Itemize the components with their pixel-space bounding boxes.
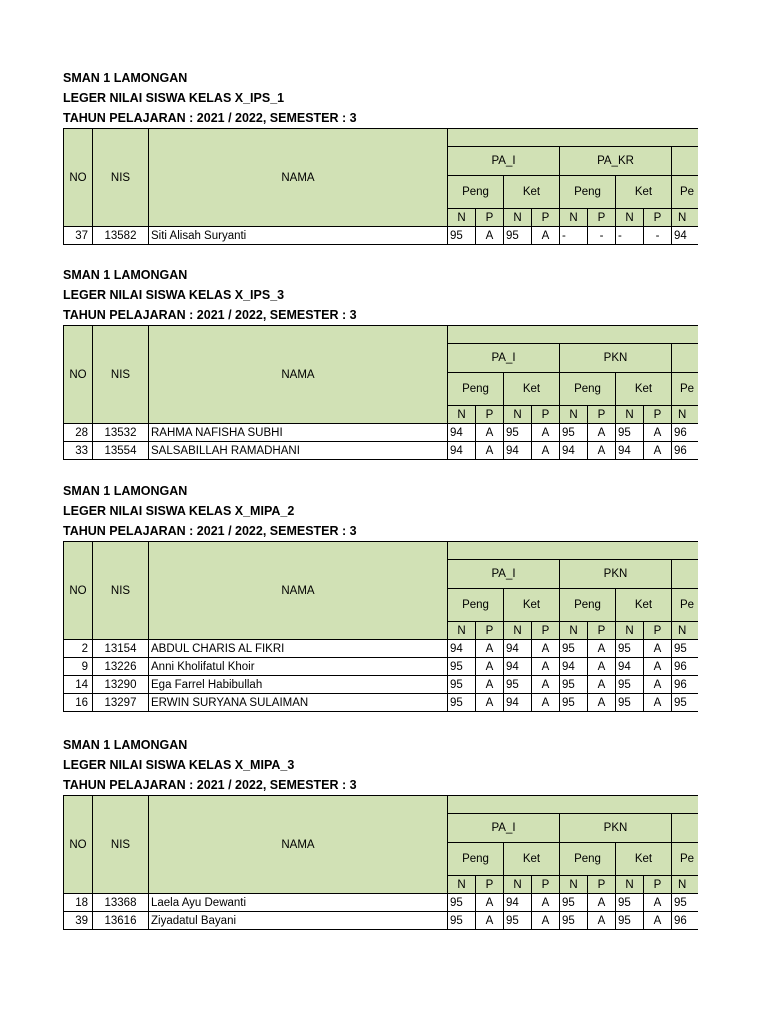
cell-score: 94: [616, 442, 644, 460]
cell-score: 95: [504, 912, 532, 930]
n-header: N: [504, 876, 532, 894]
cell-score: 95: [448, 694, 476, 712]
cell-nis: 13616: [93, 912, 149, 930]
cell-score: 94: [448, 442, 476, 460]
cell-score: 94: [448, 424, 476, 442]
cell-nama: Laela Ayu Dewanti: [149, 894, 448, 912]
ket-header: Ket: [616, 589, 672, 622]
cell-score: 94: [504, 640, 532, 658]
academic-year: TAHUN PELAJARAN : 2021 / 2022, SEMESTER : 3: [63, 778, 357, 792]
p-header: P: [532, 209, 560, 227]
cell-score: 95: [672, 694, 698, 712]
school-name: SMAN 1 LAMONGAN: [63, 71, 188, 85]
cell-nama: RAHMA NAFISHA SUBHI: [149, 424, 448, 442]
cell-grade: A: [588, 694, 616, 712]
cell-score: 96: [672, 442, 698, 460]
cell-score: 94: [504, 658, 532, 676]
p-header: P: [476, 622, 504, 640]
n-header: N: [448, 209, 476, 227]
cell-grade: A: [532, 227, 560, 245]
cell-grade: A: [532, 676, 560, 694]
col-header-nis: NIS: [93, 542, 149, 640]
cell-no: 14: [64, 676, 93, 694]
n-header: N: [504, 406, 532, 424]
cell-grade: A: [588, 894, 616, 912]
p-header: P: [644, 406, 672, 424]
n-header: N: [560, 406, 588, 424]
cell-score: 95: [560, 694, 588, 712]
cell-grade: A: [532, 912, 560, 930]
cell-nama: ABDUL CHARIS AL FIKRI: [149, 640, 448, 658]
cell-score: 95: [616, 676, 644, 694]
cell-score: 94: [504, 894, 532, 912]
cell-score: 94: [672, 227, 698, 245]
cell-nama: Anni Kholifatul Khoir: [149, 658, 448, 676]
cell-grade: A: [476, 894, 504, 912]
p-header: P: [588, 876, 616, 894]
cell-grade: -: [588, 227, 616, 245]
peng-header: Peng: [560, 843, 616, 876]
cell-grade: A: [476, 912, 504, 930]
cell-score: 94: [448, 640, 476, 658]
n-header: N: [448, 406, 476, 424]
cell-grade: A: [476, 424, 504, 442]
cell-no: 16: [64, 694, 93, 712]
header-band: [448, 326, 698, 344]
grades-table: [63, 541, 698, 712]
leger-title: LEGER NILAI SISWA KELAS X_MIPA_2: [63, 504, 295, 518]
col-header-nama: NAMA: [149, 542, 448, 640]
p-header: P: [532, 622, 560, 640]
cell-score: 95: [448, 912, 476, 930]
cell-score: 95: [448, 227, 476, 245]
cell-nis: 13368: [93, 894, 149, 912]
subject-header: PA_I: [448, 344, 560, 373]
cell-no: 9: [64, 658, 93, 676]
cell-grade: A: [532, 658, 560, 676]
cell-nis: 13290: [93, 676, 149, 694]
cell-grade: A: [476, 640, 504, 658]
cell-score: 95: [616, 894, 644, 912]
subject-header-cut: [672, 560, 698, 589]
n-header: N: [616, 876, 644, 894]
cell-score: 95: [560, 424, 588, 442]
cell-grade: A: [644, 640, 672, 658]
grades-table: [63, 325, 698, 460]
n-header: N: [616, 622, 644, 640]
cell-score: 95: [672, 640, 698, 658]
cell-grade: A: [476, 442, 504, 460]
table-row: [64, 442, 698, 460]
cell-grade: -: [644, 227, 672, 245]
subject-header: PKN: [560, 560, 672, 589]
table-row: [64, 676, 698, 694]
cell-grade: A: [532, 442, 560, 460]
cell-grade: A: [588, 676, 616, 694]
cell-grade: A: [588, 658, 616, 676]
peng-header: Peng: [448, 176, 504, 209]
cell-score: 96: [672, 676, 698, 694]
cell-score: 94: [616, 658, 644, 676]
cell-score: 94: [560, 442, 588, 460]
ket-header: Ket: [504, 589, 560, 622]
cell-score: 96: [672, 658, 698, 676]
cell-no: 28: [64, 424, 93, 442]
cell-no: 2: [64, 640, 93, 658]
ket-header: Ket: [504, 176, 560, 209]
pe-header-cut: Pe: [672, 843, 698, 876]
cell-nis: 13532: [93, 424, 149, 442]
academic-year: TAHUN PELAJARAN : 2021 / 2022, SEMESTER : 3: [63, 524, 357, 538]
leger-section: [63, 68, 698, 245]
p-header: P: [476, 209, 504, 227]
cell-score: 95: [672, 894, 698, 912]
p-header: P: [644, 876, 672, 894]
header-band: [448, 129, 698, 147]
cell-grade: A: [476, 658, 504, 676]
academic-year: TAHUN PELAJARAN : 2021 / 2022, SEMESTER : 3: [63, 111, 357, 125]
cell-grade: A: [644, 912, 672, 930]
col-header-nama: NAMA: [149, 326, 448, 424]
n-header: N: [672, 209, 698, 227]
table-row: [64, 227, 698, 245]
table-row: [64, 694, 698, 712]
cell-score: 95: [448, 676, 476, 694]
peng-header: Peng: [560, 176, 616, 209]
pe-header-cut: Pe: [672, 373, 698, 406]
cell-grade: A: [588, 442, 616, 460]
cell-score: 94: [560, 658, 588, 676]
subject-header: PKN: [560, 814, 672, 843]
cell-grade: A: [532, 694, 560, 712]
n-header: N: [616, 406, 644, 424]
subject-header-cut: [672, 147, 698, 176]
cell-grade: A: [476, 694, 504, 712]
school-name: SMAN 1 LAMONGAN: [63, 484, 188, 498]
n-header: N: [672, 406, 698, 424]
cell-grade: A: [476, 227, 504, 245]
subject-header: PA_I: [448, 147, 560, 176]
cell-score: 95: [560, 912, 588, 930]
col-header-nis: NIS: [93, 129, 149, 227]
p-header: P: [588, 622, 616, 640]
cell-nis: 13154: [93, 640, 149, 658]
table-row: [64, 912, 698, 930]
cell-nis: 13554: [93, 442, 149, 460]
cell-nama: Siti Alisah Suryanti: [149, 227, 448, 245]
peng-header: Peng: [448, 843, 504, 876]
table-row: [64, 658, 698, 676]
n-header: N: [672, 876, 698, 894]
cell-nis: 13226: [93, 658, 149, 676]
cell-grade: A: [644, 658, 672, 676]
ket-header: Ket: [504, 843, 560, 876]
p-header: P: [476, 876, 504, 894]
subject-header: PA_I: [448, 814, 560, 843]
cell-nama: Ega Farrel Habibullah: [149, 676, 448, 694]
n-header: N: [560, 622, 588, 640]
peng-header: Peng: [448, 373, 504, 406]
cell-score: 95: [448, 894, 476, 912]
n-header: N: [504, 622, 532, 640]
subject-header: PA_KR: [560, 147, 672, 176]
n-header: N: [504, 209, 532, 227]
col-header-no: NO: [64, 129, 93, 227]
cell-grade: A: [532, 640, 560, 658]
p-header: P: [588, 209, 616, 227]
leger-section: [63, 265, 698, 460]
cell-score: 95: [616, 640, 644, 658]
cell-nama: SALSABILLAH RAMADHANI: [149, 442, 448, 460]
col-header-no: NO: [64, 326, 93, 424]
subject-header-cut: [672, 344, 698, 373]
col-header-nama: NAMA: [149, 129, 448, 227]
leger-title: LEGER NILAI SISWA KELAS X_MIPA_3: [63, 758, 295, 772]
cell-score: -: [560, 227, 588, 245]
cell-nama: Ziyadatul Bayani: [149, 912, 448, 930]
cell-grade: A: [644, 424, 672, 442]
p-header: P: [532, 406, 560, 424]
cell-no: 39: [64, 912, 93, 930]
p-header: P: [644, 622, 672, 640]
cell-nama: ERWIN SURYANA SULAIMAN: [149, 694, 448, 712]
academic-year: TAHUN PELAJARAN : 2021 / 2022, SEMESTER : 3: [63, 308, 357, 322]
header-band: [448, 542, 698, 560]
leger-section: [63, 481, 698, 712]
subject-header: PKN: [560, 344, 672, 373]
cell-no: 18: [64, 894, 93, 912]
pe-header-cut: Pe: [672, 589, 698, 622]
n-header: N: [448, 876, 476, 894]
cell-score: 95: [504, 227, 532, 245]
cell-score: 96: [672, 424, 698, 442]
cell-score: 95: [560, 676, 588, 694]
cell-nis: 13582: [93, 227, 149, 245]
n-header: N: [560, 209, 588, 227]
header-band: [448, 796, 698, 814]
n-header: N: [560, 876, 588, 894]
peng-header: Peng: [560, 373, 616, 406]
school-name: SMAN 1 LAMONGAN: [63, 738, 188, 752]
col-header-no: NO: [64, 542, 93, 640]
cell-score: 95: [616, 694, 644, 712]
pe-header-cut: Pe: [672, 176, 698, 209]
cell-no: 33: [64, 442, 93, 460]
p-header: P: [588, 406, 616, 424]
col-header-nis: NIS: [93, 326, 149, 424]
table-row: [64, 640, 698, 658]
subject-header-cut: [672, 814, 698, 843]
cell-grade: A: [644, 442, 672, 460]
cell-grade: A: [644, 694, 672, 712]
subject-header: PA_I: [448, 560, 560, 589]
cell-score: 95: [504, 424, 532, 442]
leger-title: LEGER NILAI SISWA KELAS X_IPS_3: [63, 288, 285, 302]
peng-header: Peng: [448, 589, 504, 622]
cell-score: 94: [504, 442, 532, 460]
cell-nis: 13297: [93, 694, 149, 712]
cell-grade: A: [644, 894, 672, 912]
cell-grade: A: [476, 676, 504, 694]
cell-score: 94: [504, 694, 532, 712]
cell-no: 37: [64, 227, 93, 245]
ket-header: Ket: [504, 373, 560, 406]
cell-score: 95: [560, 894, 588, 912]
cell-score: 96: [672, 912, 698, 930]
cell-grade: A: [644, 676, 672, 694]
p-header: P: [644, 209, 672, 227]
n-header: N: [672, 622, 698, 640]
cell-grade: A: [532, 894, 560, 912]
ket-header: Ket: [616, 176, 672, 209]
grades-table: [63, 128, 698, 245]
cell-score: 95: [616, 912, 644, 930]
cell-grade: A: [532, 424, 560, 442]
p-header: P: [532, 876, 560, 894]
cell-score: -: [616, 227, 644, 245]
school-name: SMAN 1 LAMONGAN: [63, 268, 188, 282]
p-header: P: [476, 406, 504, 424]
leger-section: [63, 735, 698, 930]
n-header: N: [448, 622, 476, 640]
cell-score: 95: [448, 658, 476, 676]
table-row: [64, 894, 698, 912]
peng-header: Peng: [560, 589, 616, 622]
cell-score: 95: [616, 424, 644, 442]
cell-score: 95: [504, 676, 532, 694]
leger-title: LEGER NILAI SISWA KELAS X_IPS_1: [63, 91, 285, 105]
cell-score: 95: [560, 640, 588, 658]
n-header: N: [616, 209, 644, 227]
col-header-nama: NAMA: [149, 796, 448, 894]
table-row: [64, 424, 698, 442]
cell-grade: A: [588, 912, 616, 930]
col-header-no: NO: [64, 796, 93, 894]
col-header-nis: NIS: [93, 796, 149, 894]
grades-table: [63, 795, 698, 930]
ket-header: Ket: [616, 373, 672, 406]
cell-grade: A: [588, 640, 616, 658]
ket-header: Ket: [616, 843, 672, 876]
cell-grade: A: [588, 424, 616, 442]
